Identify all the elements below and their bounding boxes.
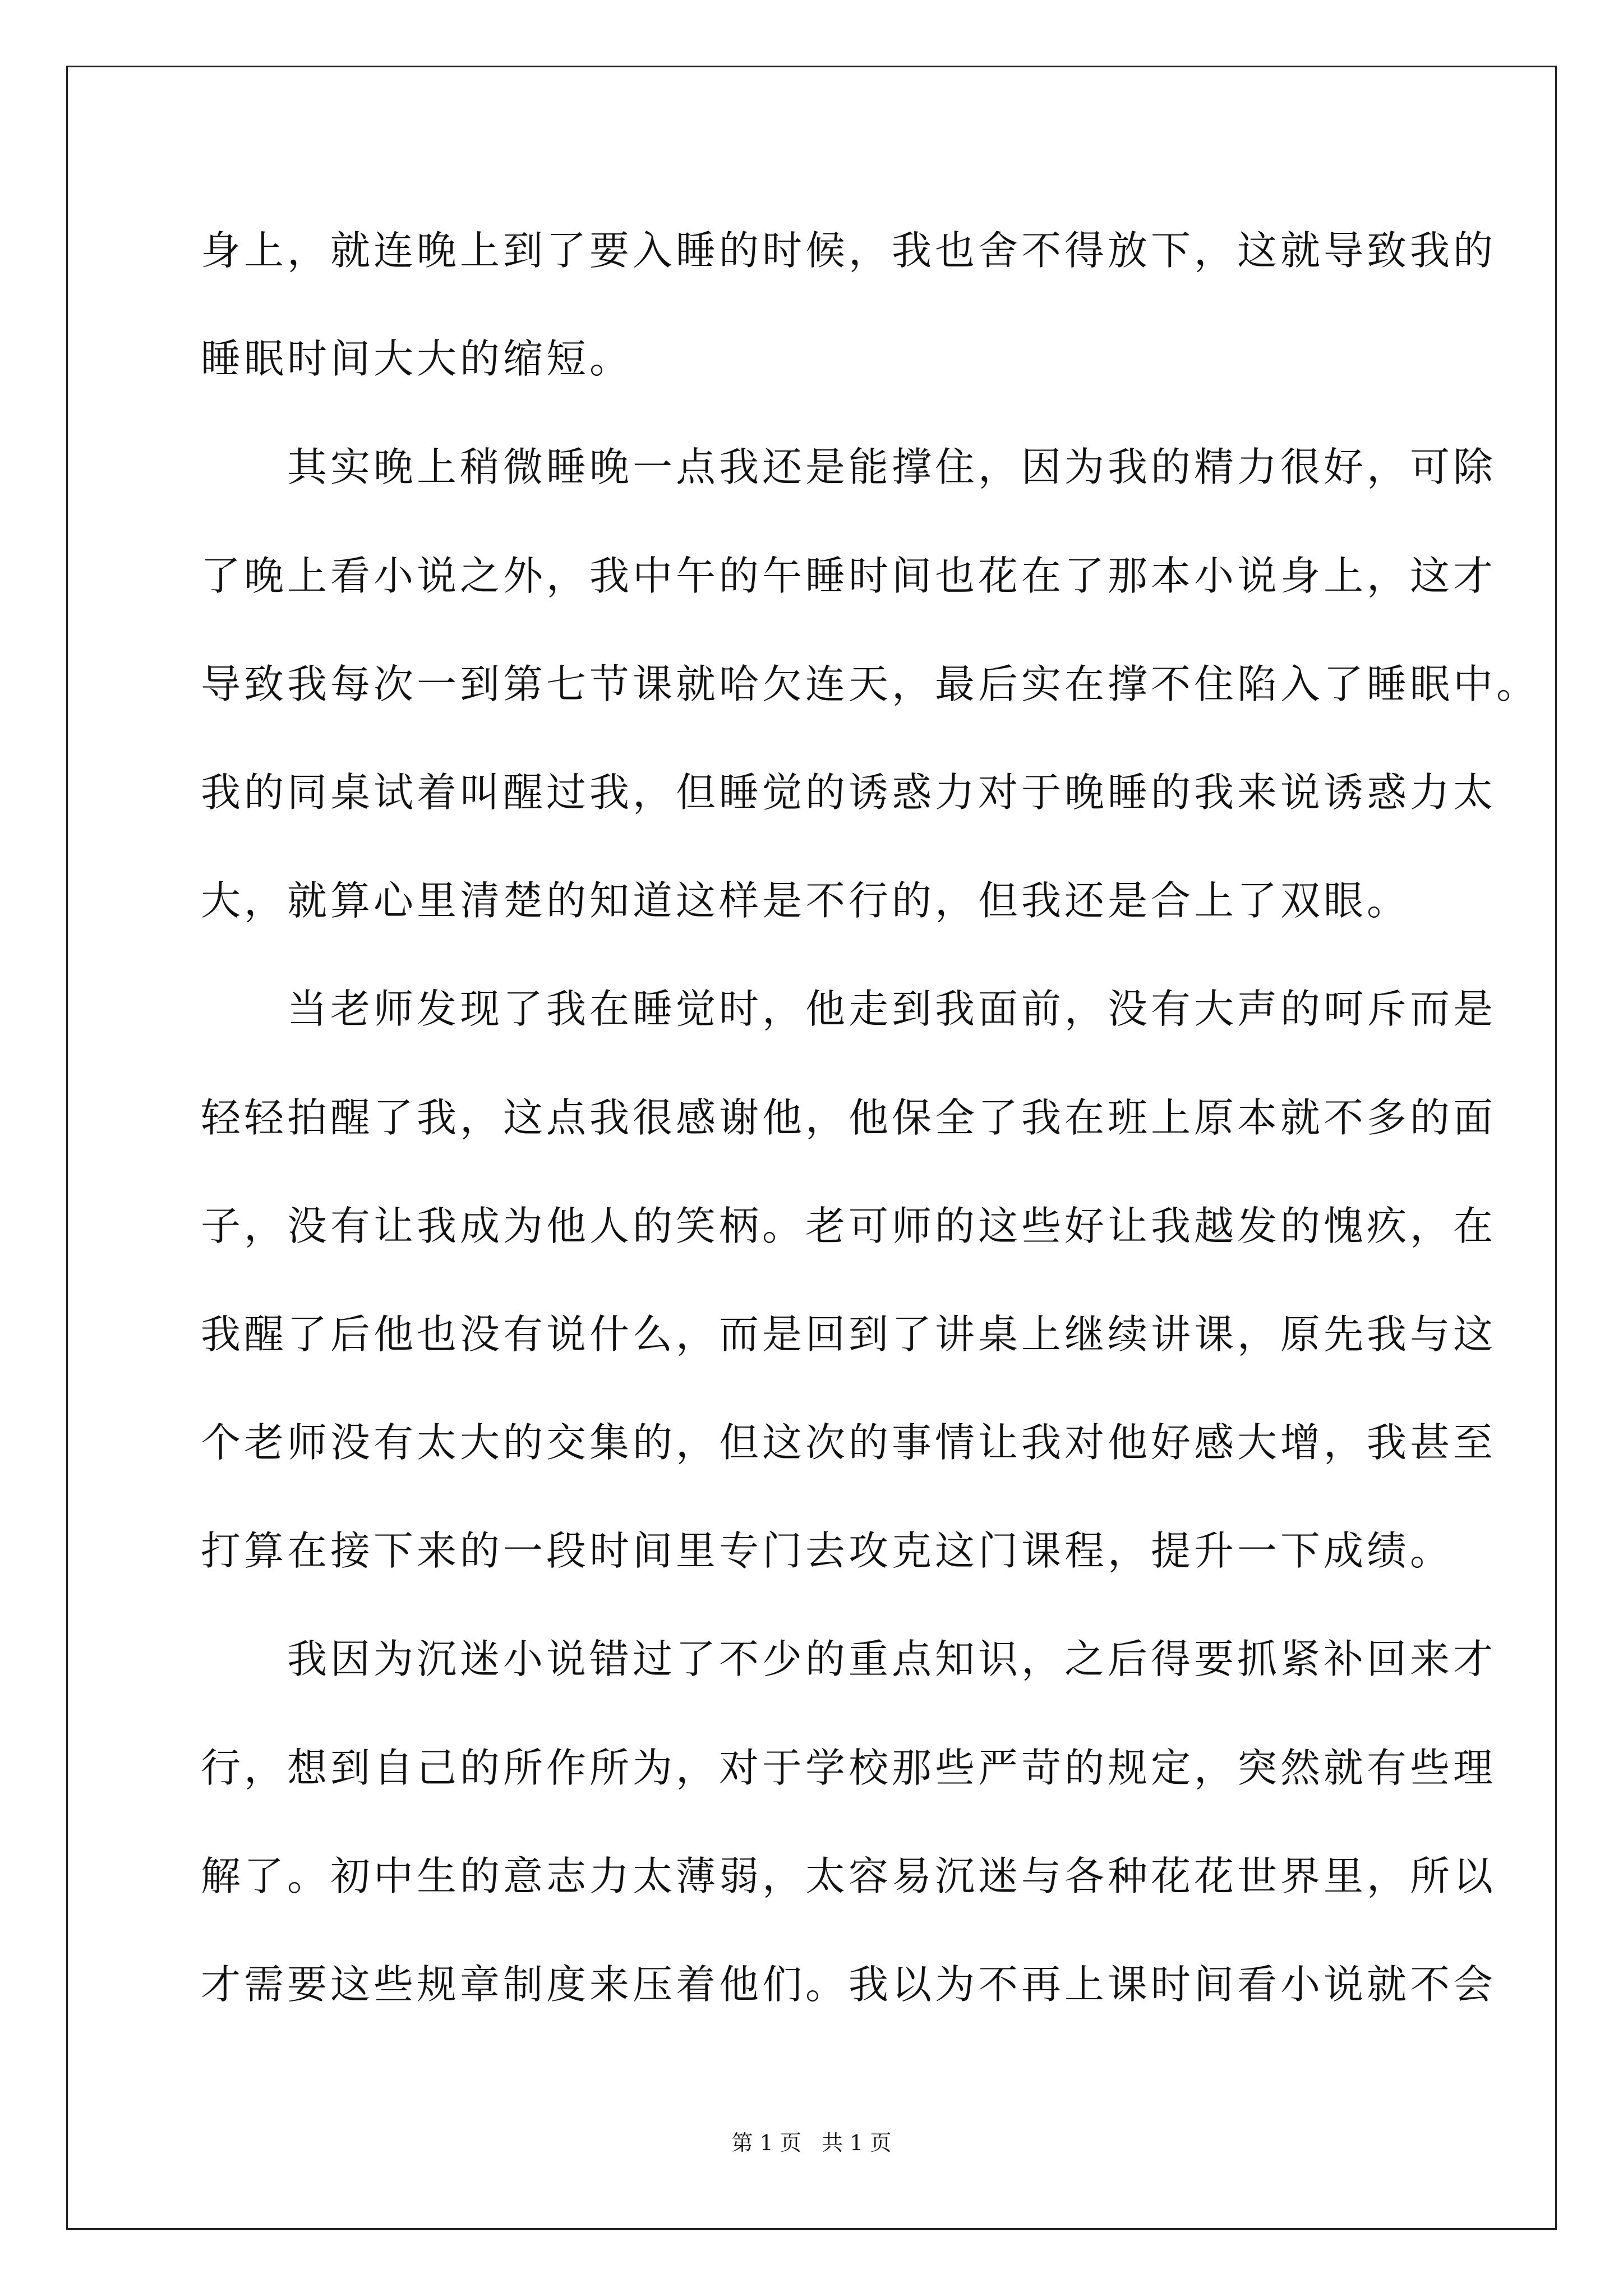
- text-line: 子，没有让我成为他人的笑柄。老可师的这些好让我越发的愧疚，在: [201, 1202, 1497, 1249]
- text-line: 个老师没有太大的交集的，但这次的事情让我对他好感大增，我甚至: [201, 1419, 1497, 1466]
- text-line: 身上，就连晚上到了要入睡的时候，我也舍不得放下，这就导致我的: [201, 227, 1497, 274]
- text-line: 行，想到自己的所作所为，对于学校那些严苛的规定，突然就有些理: [201, 1744, 1497, 1791]
- document-body: [201, 196, 1540, 2039]
- paragraph-first-line: 当老师发现了我在睡觉时，他走到我面前，没有大声的呵斥而是: [287, 986, 1497, 1033]
- text-line: 我的同桌试着叫醒过我，但睡觉的诱惑力对于晚睡的我来说诱惑力太: [201, 769, 1497, 816]
- text-line: 睡眠时间大大的缩短。: [201, 335, 633, 383]
- text-line: 导致我每次一到第七节课就哈欠连天，最后实在撑不住陷入了睡眠中。: [201, 660, 1540, 707]
- text-line: 才需要这些规章制度来压着他们。我以为不再上课时间看小说就不会: [201, 1961, 1497, 2008]
- text-line: 了晚上看小说之外，我中午的午睡时间也花在了那本小说身上，这才: [201, 552, 1497, 599]
- text-line: 我醒了后他也没有说什么，而是回到了讲桌上继续讲课，原先我与这: [201, 1310, 1497, 1358]
- paragraph-first-line: 我因为沉迷小说错过了不少的重点知识，之后得要抓紧补回来才: [287, 1636, 1497, 1683]
- paragraph-first-line: 其实晚上稍微睡晚一点我还是能撑住，因为我的精力很好，可除: [287, 444, 1497, 491]
- text-line: 解了。初中生的意志力太薄弱，太容易沉迷与各种花花世界里，所以: [201, 1852, 1497, 1899]
- text-line: 大，就算心里清楚的知道这样是不行的，但我还是合上了双眼。: [201, 877, 1410, 924]
- text-line: 轻轻拍醒了我，这点我很感谢他，他保全了我在班上原本就不多的面: [201, 1094, 1497, 1141]
- page-number-footer: 第 1 页 共 1 页: [731, 2131, 892, 2155]
- text-line: 打算在接下来的一段时间里专门去攻克这门课程，提升一下成绩。: [201, 1527, 1454, 1575]
